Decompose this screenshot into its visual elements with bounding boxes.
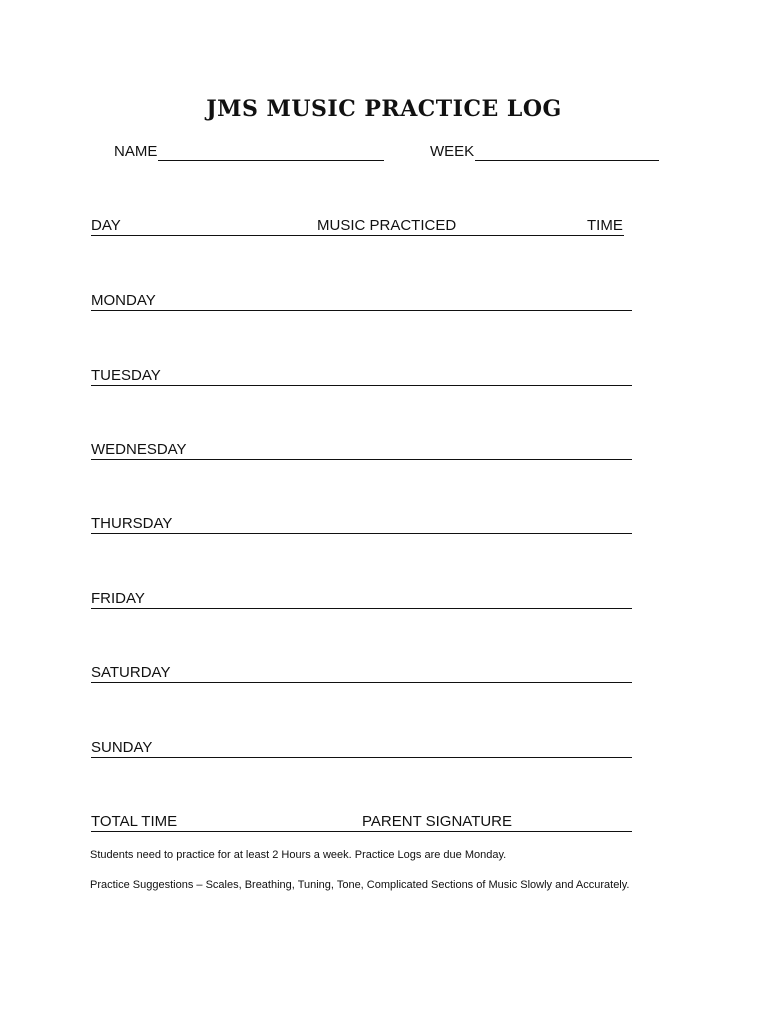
header-day: DAY <box>91 217 121 234</box>
table-header-row <box>91 217 624 236</box>
day-label: WEDNESDAY <box>91 441 187 458</box>
practice-requirement-note: Students need to practice for at least 2 Hours a week. Practice Logs are due Monday. <box>90 849 507 861</box>
week-blank-line[interactable] <box>475 146 659 161</box>
day-label: FRIDAY <box>91 590 145 607</box>
name-blank-line[interactable] <box>158 146 384 161</box>
day-row-wednesday[interactable] <box>91 441 632 460</box>
day-row-tuesday[interactable] <box>91 367 632 386</box>
header-music-practiced: MUSIC PRACTICED <box>317 217 457 234</box>
day-row-friday[interactable] <box>91 590 632 609</box>
parent-signature-label: PARENT SIGNATURE <box>362 813 513 830</box>
day-row-sunday[interactable] <box>91 739 632 758</box>
total-time-label: TOTAL TIME <box>91 813 178 830</box>
total-signature-row[interactable] <box>91 813 632 832</box>
day-label: SATURDAY <box>91 664 171 681</box>
practice-suggestions-note: Practice Suggestions – Scales, Breathing, Tuning, Tone, Complicated Sections of Music Slowly and Accurately. <box>90 879 630 891</box>
page-title: JMS MUSIC PRACTICE LOG <box>206 96 562 122</box>
day-row-monday[interactable] <box>91 292 632 311</box>
day-label: SUNDAY <box>91 739 153 756</box>
week-label: WEEK <box>430 143 475 160</box>
name-field[interactable] <box>114 143 384 161</box>
header-time: TIME <box>587 217 623 234</box>
name-label: NAME <box>114 143 158 160</box>
day-row-saturday[interactable] <box>91 664 632 683</box>
week-field[interactable] <box>430 143 659 161</box>
day-label: THURSDAY <box>91 515 173 532</box>
day-label: TUESDAY <box>91 367 161 384</box>
day-row-thursday[interactable] <box>91 515 632 534</box>
day-label: MONDAY <box>91 292 156 309</box>
